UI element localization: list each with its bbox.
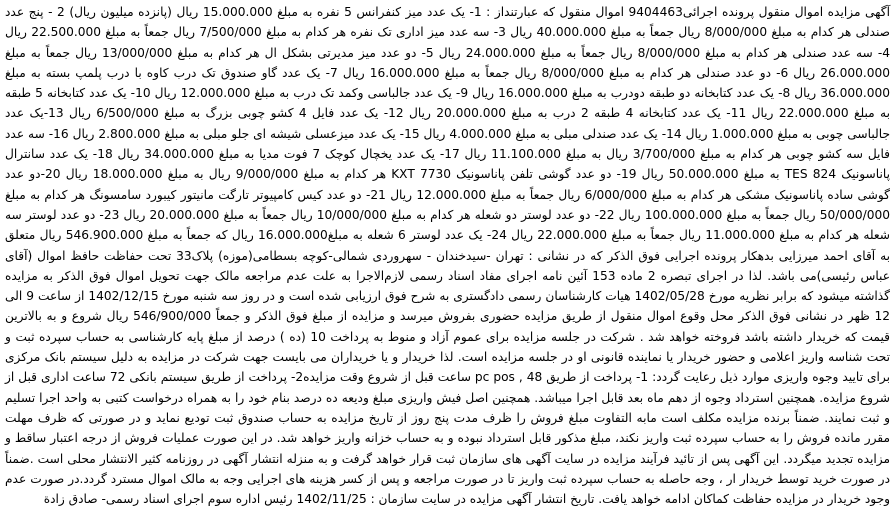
auction-notice-text: آگهی مزایده اموال منقول پرونده اجرائی9404463 اموال منقول که عبارتنداز : 1- یک عدد میز کنفرانس 5 نفره به مبلغ 15.000.000 ریال (پانزده میلیون ریال) 2 - پنج عدد صندلی هر کدام به مبلغ 8/000/000 ریال جمعاً به مبلغ 40.000.000 ریال 3- سه عدد میز اداری تک نفره هر کدام به مبلغ 7/500/000 ریال جمعاً به مبلغ 22.500.000 ریال 4- سه عدد صندلی هر کدام به مبلغ 8/000/000 ریال جمعاً به مبلغ 24.000.000 ریال 5- دو عدد میز مدیرتی بشکل ال هر کدام به مبلغ 13/000/000 ریال جمعاً به مبلغ 26.000.000 ریال 6- دو عدد صندلی هر کدام به مبلغ 8/000/000 ریال جمعاً به مبلغ 16.000.000 ریال 7- یک عدد گاو صندوق تک درب کاوه با درب پلمپ بسته به مبلغ 36.000.000 ریال 8- یک عدد کتابخانه دو طبقه دودرب به مبلغ 16.000.000 ریال 9- یک عدد جالباسی وکمد تک درب به مبلغ 12.000.000 ریال 10- یک عدد کتابخانه 5 طبقه به مبلغ 22.000.000 ریال 11- یک عدد کتابخانه 4 طبقه 2 درب به مبلغ 20.000.000 ریال 12- یک عدد فایل 4 کشو چوبی بزرگ به مبلغ 6/500/000 ریال 13-یک عدد جالباسی چوبی به مبلغ 1.000.000 ریال 14- یک عدد صندلی مبلی به مبلغ 4.000.000 ریال 15- یک عدد میزعسلی شیشه ای جلو مبلی به مبلغ 2.800.000 ریال 16- سه عدد فایل سه کشو چوبی هر کدام به مبلغ 3/700/000 ریال به مبلغ 11.100.000 ریال 17- یک عدد یخچال کوچک 7 فوت مدیا به مبلغ 34.000.000 ریال 18- یک عدد سانترال پاناسونیک TES 824 به مبلغ 50.000.000 ریال 19- دو عدد گوشی تلفن پاناسونیک KXT 7730 هر کدام به مبلغ 9/000/000 ریال به مبلغ 18.000.000 ریال 20-دو عدد گوشی ساده پاناسونیک مشکی هر کدام به مبلغ 6/000/000 ریال جمعاً به مبلغ 12.000.000 ریال 21- دو عدد کیس کامپیوتر تارگت مانیتور کیبورد سامسونگ هر کدام به مبلغ 50/000/000 ریال جمعاً به مبلغ 100.000.000 ریال 22- دو عدد لوستر دو شعله هر کدام به مبلغ 10/000/000 ریال جمعاً به مبلغ 20.000.000 ریال 23- دو عدد لوستر سه شعله هر کدام به مبلغ 11.000.000 ریال جمعاً به مبلغ 22.000.000 ریال 24- یک عدد لوستر 6 شعله به مبلغ16.000.000 ریال که جمعاً به مبلغ 546.900.000 ریال متعلق به آقای احمد میرزایی بدهکار پرونده اجرایی فوق الذکر که در نشانی : تهران -سیدخندان - سهروردی شمالی-کوچه بسطامی(موزه) پلاک33 تحت حفاظت حافظ اموال (آقای عباس رئیسی)می باشد. لذا در اجرای تبصره 2 ماده 153 آئین نامه اجرای مفاد اسناد رسمی لازم‌الاجرا به علت عدم مراجعه مالک جهت تحویل اموال فوق الذکر به مزایده گذاشته میشود که برابر نظریه مورخ 1402/05/28 هیات کارشناسان رسمی دادگستری به شرح فوق ارزیابی شده است و در روز سه شنبه مورخ 1402/12/15 از ساعت 9 الی 12 ظهر در نشانی فوق الذکر محل وقوع اموال منقول از طریق مزایده حضوری بفروش میرسد و مزایده از مبلغ فوق الذکر و جمعاً 546/900/000 ریال شروع و به بالاترین قیمت که خریدار داشته باشد فروخته خواهد شد . شرکت در جلسه مزایده برای عموم آزاد و منوط به پرداخت 10 (ده ) درصد از مبلغ پایه کارشناسی به حساب سپرده ثبت و تحت شناسه واریز اعلامی و حضور خریدار یا نماینده قانونی او در جلسه مزایده است. لذا خریدار و یا خریداران می بایست جهت شرکت در مزایده به دلیل سیستم بانک مرکزی برای تایید وجوه واریزی موارد ذیل رعایت گردد: 1- پرداخت از طریق pc pos , 48 ساعت قبل از شروع وقت مزایده2- پرداخت از طریق سیستم بانکی 72 ساعت اداری قبل از شروع مزایده. همچنین استرداد وجوه از دهم ماه بعد قابل اجرا میباشد. همچنین اصل فیش واریزی مبلغ ودیعه ده درصد بنام خود را به همراه درخواست کتبی به واحد اجرا تسلیم و ثبت نمایند. ضمناً برنده مزایده مکلف است مابه التفاوت مبلغ فروش را ظرف مدت پنج روز از تاریخ مزایده به حساب صندوق ثبت تودیع نماید و در صورتی که ظرف مهلت مقرر مانده فروش را به حساب سپرده ثبت واریز نکند، مبلغ مذکور قابل استرداد نبوده و به حساب خزانه واریز خواهد شد. در این صورت عملیات فروش از درجه اعتبار ساقط و مزایده تجدید میگردد. این آگهی پس از تائید فرآیند مزایده در سایت آگهی های سازمان ثبت قرار خواهد گرفت و به منزله انتشار آگهی در روزنامه کثیر الانتشار محلی است .ضمناً در صورت خرید توسط خریدار ار ، وجه حاصله به حساب سپرده ثبت واریز تا در صورت مراجعه و پس از کسر هزینه های اجرایی وجه به مالک اموال مسترد گردد.در صورت عدم وجود خریدار در مزایده حفاظت کماکان ادامه خواهد یافت. تاریخ انتشار آگهی مزایده در سایت سازمان : 1402/11/25 رئیس اداره سوم اجرای اسناد رسمی- صادق زادة	[5, 5, 891, 507]
